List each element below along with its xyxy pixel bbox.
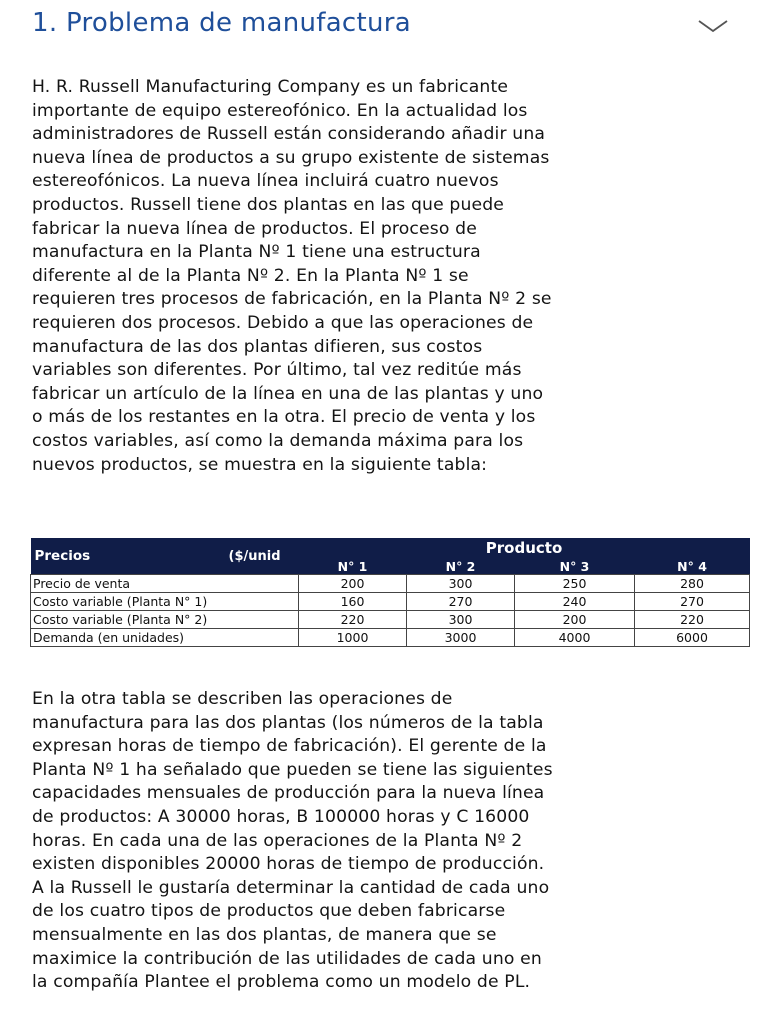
text-line: maximice la contribución de las utilidades de cada uno en (32, 948, 542, 969)
row-label: Precio de venta (31, 575, 299, 593)
text-line: manufactura de las dos plantas difieren, sus costos (32, 336, 483, 357)
text-line: costos variables, así como la demanda máxima para los (32, 430, 524, 451)
column-header: N° 3 (515, 558, 635, 575)
table-cell: 220 (635, 611, 750, 629)
table-cell: 160 (299, 593, 407, 611)
section-title: 1. Problema de manufactura (32, 8, 412, 38)
column-header: N° 4 (635, 558, 750, 575)
table-cell: 6000 (635, 629, 750, 647)
table-cell: 270 (635, 593, 750, 611)
table-row (31, 611, 750, 629)
text-line: manufactura para las dos plantas (los números de la tabla (32, 712, 544, 733)
text-line: requieren tres procesos de fabricación, en la Planta Nº 2 se (32, 289, 552, 310)
table-cell: 4000 (515, 629, 635, 647)
section-header[interactable] (0, 0, 768, 56)
text-line: de los cuatro tipos de productos que deben fabricarse (32, 901, 506, 922)
table-cell: 3000 (407, 629, 515, 647)
product-table (30, 538, 749, 647)
text-line: de productos: A 30000 horas, B 100000 horas y C 16000 (32, 806, 530, 827)
table-row (31, 629, 750, 647)
table-cell: 280 (635, 575, 750, 593)
text-line: nuevos productos, se muestra en la siguiente tabla: (32, 454, 488, 475)
text-line: administradores de Russell están considerando añadir una (32, 124, 546, 145)
table-cell: 250 (515, 575, 635, 593)
header-precios: Precios (31, 538, 229, 575)
text-line: capacidades mensuales de producción para la nueva línea (32, 783, 545, 804)
text-line: fabricar un artículo de la línea en una de las plantas y uno (32, 383, 544, 404)
text-line: mensualmente en las dos plantas, de manera que se (32, 924, 497, 945)
text-line: A la Russell le gustaría determinar la cantidad de cada uno (32, 877, 550, 898)
text-line: horas. En cada una de las operaciones de la Planta Nº 2 (32, 830, 523, 851)
text-line: existen disponibles 20000 horas de tiempo de producción. (32, 854, 545, 875)
chevron-down-icon[interactable] (696, 16, 730, 36)
table-cell: 270 (407, 593, 515, 611)
intro-paragraph (32, 76, 752, 477)
text-line: la compañía Plantee el problema como un modelo de PL. (32, 972, 531, 993)
table-cell: 240 (515, 593, 635, 611)
text-line: productos. Russell tiene dos plantas en las que puede (32, 194, 505, 215)
text-line: expresan horas de tiempo de fabricación). El gerente de la (32, 736, 547, 757)
row-label: Costo variable (Planta N° 1) (31, 593, 299, 611)
text-line: nueva línea de productos a su grupo existente de sistemas (32, 147, 550, 168)
outro-paragraph (32, 688, 752, 995)
text-line: variables son diferentes. Por último, tal vez reditúe más (32, 360, 522, 381)
text-line: Planta Nº 1 ha señalado que pueden se tiene las siguientes (32, 759, 553, 780)
text-line: H. R. Russell Manufacturing Company es un fabricante (32, 77, 509, 97)
text-line: o más de los restantes en la otra. El precio de venta y los (32, 407, 536, 428)
table-row (31, 575, 750, 593)
table-cell: 220 (299, 611, 407, 629)
table-cell: 300 (407, 611, 515, 629)
table-cell: 200 (515, 611, 635, 629)
text-line: importante de equipo estereofónico. En la actualidad los (32, 100, 528, 121)
table-cell: 300 (407, 575, 515, 593)
row-label: Costo variable (Planta N° 2) (31, 611, 299, 629)
table-cell: 200 (299, 575, 407, 593)
header-units: ($/unid (229, 538, 299, 575)
table-cell: 1000 (299, 629, 407, 647)
text-line: diferente al de la Planta Nº 2. En la Planta Nº 1 se (32, 265, 469, 286)
header-producto: Producto (299, 538, 750, 558)
column-header: N° 1 (299, 558, 407, 575)
column-header: N° 2 (407, 558, 515, 575)
text-line: requieren dos procesos. Debido a que las operaciones de (32, 312, 534, 333)
text-line: fabricar la nueva línea de productos. El proceso de (32, 218, 477, 239)
text-line: manufactura en la Planta Nº 1 tiene una estructura (32, 242, 481, 263)
table-row (31, 593, 750, 611)
text-line: estereofónicos. La nueva línea incluirá cuatro nuevos (32, 171, 499, 192)
row-label: Demanda (en unidades) (31, 629, 299, 647)
text-line: En la otra tabla se describen las operaciones de (32, 689, 453, 709)
